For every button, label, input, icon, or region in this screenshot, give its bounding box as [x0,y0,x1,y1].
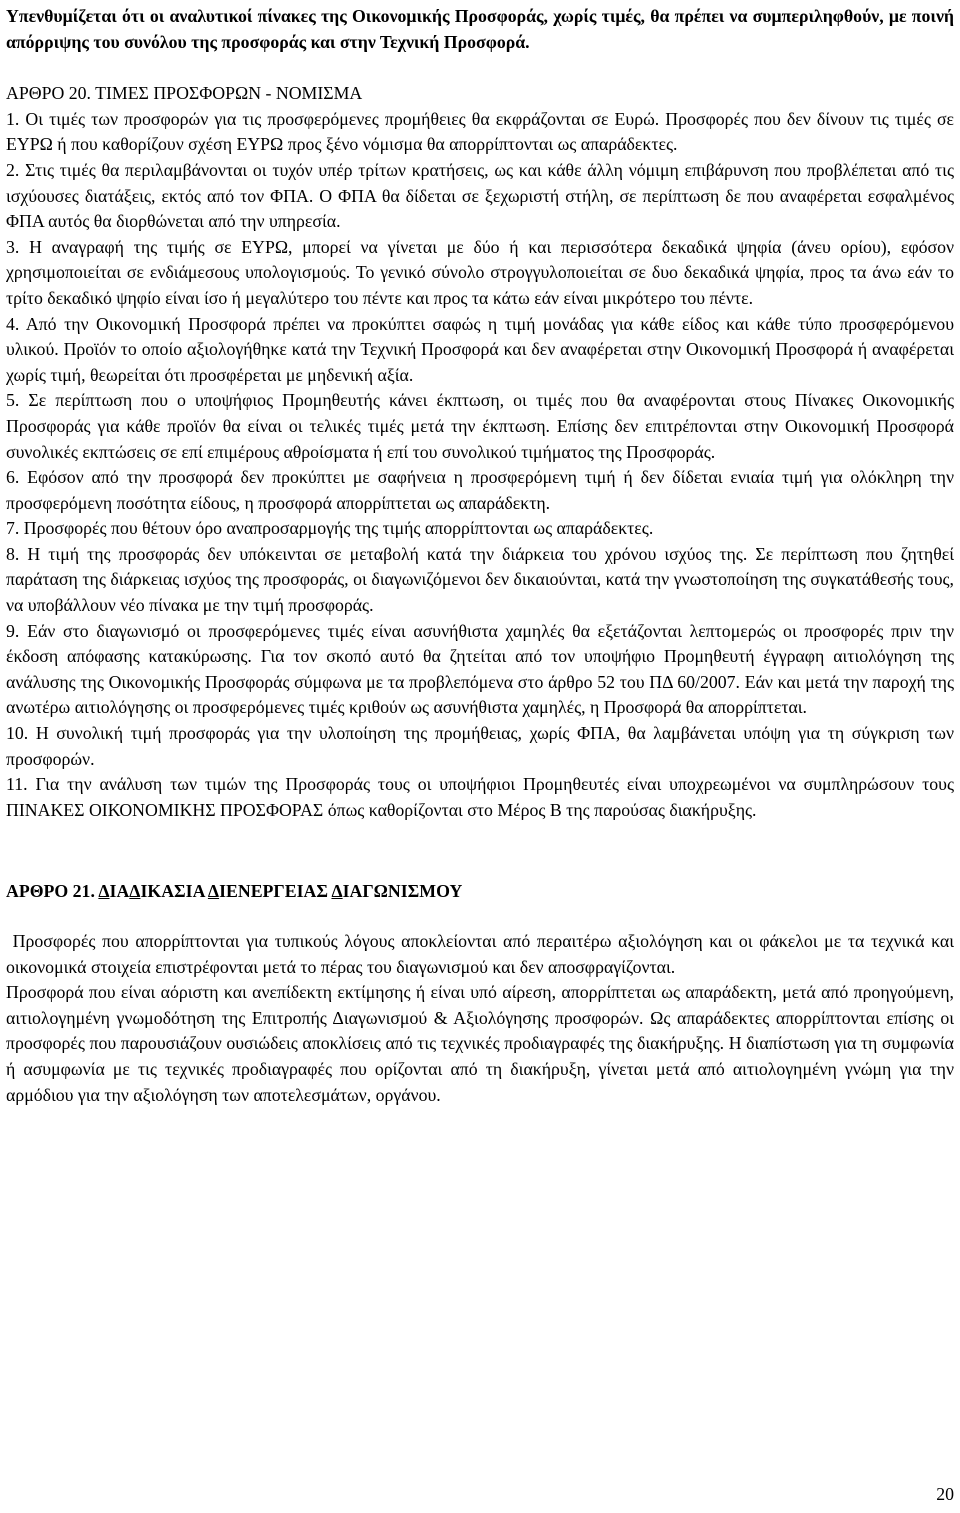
article-21-title-part: ΙΑΓΩΝΙΣΜΟΥ [342,881,463,902]
page-number: 20 [936,1484,954,1504]
article-21 [6,879,954,905]
article-20-item: 8. Η τιμή της προσφοράς δεν υπόκεινται σε μεταβολή κατά την διάρκεια του χρόνου ισχύος της. Σε περίπτωση που ζητηθεί παράταση της διάρκειας ισχύος της προσφοράς, οι διαγωνιζόμενοι δεν δικαιούνται, κατά την γνωστοποίηση της συγκατάθεσής τους, να υποβάλλουν νέο πίνακα με την τιμή προσφοράς. [6,543,954,616]
article-21-title-part: ΙΚΑΣΙΑ [140,881,208,902]
article-20-item: 1. Οι τιμές των προσφορών για τις προσφερόμενες προμήθειες θα εκφράζονται σε Ευρώ. Προσφορές που δεν δίνουν τις τιμές σε ΕΥΡΩ ή που καθορίζουν σχέση ΕΥΡΩ προς ξένο νόμισμα θα απορρίπτονται ως απαράδεκτες. [6,108,954,155]
article-20-item: 4. Από την Οικονομική Προσφορά πρέπει να προκύπτει σαφώς η τιμή μονάδας για κάθε είδος και κάθε τύπο προσφερόμενου υλικού. Προϊόν το οποίο αξιολογήθηκε κατά την Τεχνική Προσφορά και δεν αναφέρεται στην Οικονομική Προσφορά ή αναφέρεται χωρίς τιμή, θεωρείται ότι προσφέρεται με μηδενική αξία. [6,313,954,385]
article-20-item: 10. Η συνολική τιμή προσφοράς για την υλοποίηση της προμήθειας, χωρίς ΦΠΑ, θα λαμβάνεται υπόψη για τη σύγκριση των προσφορών. [6,723,954,769]
article-21-title-part: Δ [331,881,343,902]
article-20-item: 5. Σε περίπτωση που ο υποψήφιος Προμηθευτής κάνει έκπτωση, οι τιμές που θα αναφέρονται στους Πίνακες Οικονομικής Προσφοράς για κάθε προϊόν θα είναι οι τελικές τιμές μετά την έκπτωση. Επίσης δεν επιτρέπονται στην Οικονομική Προσφορά συνολικές εκπτώσεις σε επί επιμέρους αθροίσματα ή επί του συνολικού τιμήματος της Προσφοράς. [6,390,954,462]
article-21-title-prefix: ΑΡΘΡΟ 21. [6,881,99,902]
article-21-title-part: ΙΕΝΕΡΓΕΙΑΣ [219,881,332,902]
article-20-item: 6. Εφόσον από την προσφορά δεν προκύπτει με σαφήνεια η προσφερόμενη τιμή ή δεν δίδεται ενιαία τιμή για ολόκληρη την προσφερόμενη ποσότητα είδους, η προσφορά απορρίπτεται ως απαράδεκτη. [6,467,954,513]
article-20-item: 7. Προσφορές που θέτουν όρο αναπροσαρμογής της τιμής απορρίπτονται ως απαράδεκτες. [6,518,654,539]
article-21-paragraph: Προσφορά που είναι αόριστη και ανεπίδεκτη εκτίμησης ή είναι υπό αίρεση, απορρίπτεται ως απαράδεκτη, μετά από προηγούμενη, αιτιολογημένη γνωμοδότηση της Επιτροπής Διαγωνισμού & Αξιολόγησης προσφορών. Ως απαράδεκτες απορρίπτονται επίσης οι προσφορές που παρουσιάζουν ουσιώδεις αποκλίσεις από τις τεχνικές προδιαγραφές της διακήρυξης. Η διαπίστωση για τη συμφωνία ή ασυμφωνία με τις τεχνικές προδιαγραφές που ορίζονται από τη διακήρυξη, γίνεται μετά από αιτιολογημένη γνώμη για την αρμόδιου για την αξιολόγηση των αποτελεσμάτων, οργάνου. [6,982,954,1105]
intro-paragraph: Υπενθυμίζεται ότι οι αναλυτικοί πίνακες της Οικονομικής Προσφοράς, χωρίς τιμές, θα πρέπει να συμπεριληφθούν, με ποινή απόρριψης του συνόλου της προσφοράς και στην Τεχνική Προσφορά. [6,6,954,52]
article-21-title-part: ΙΑ [109,881,130,902]
article-21-title-part: Δ [98,881,110,902]
article-20-item: 2. Στις τιμές θα περιλαμβάνονται οι τυχόν υπέρ τρίτων κρατήσεις, ως και κάθε άλλη νόμιμη επιβάρυνση που προβλέπεται από τις ισχύουσες διατάξεις, εκτός από τον ΦΠΑ. Ο ΦΠΑ θα δίδεται σε ξεχωριστή στήλη, σε περίπτωση δε που αναφέρεται εσφαλμένος ΦΠΑ αυτός θα διορθώνεται από την υπηρεσία. [6,159,954,232]
article-20-item: 9. Εάν στο διαγωνισμό οι προσφερόμενες τιμές είναι ασυνήθιστα χαμηλές θα εξετάζονται λεπτομερώς οι προσφορές πριν την έκδοση απόφασης κατακύρωσης. Για τον σκοπό αυτό θα ζητείται από τον υποψήφιο Προμηθευτή έγγραφη αιτιολόγηση της ανάλυσης της Οικονομικής Προσφοράς σύμφωνα με τα προβλεπόμενα στο άρθρο 52 του ΠΔ 60/2007. Εάν και μετά την παροχή της ανωτέρω αιτιολόγησης οι προσφερόμενες τιμές κριθούν ως ασυνήθιστα χαμηλές, η Προσφορά θα απορρίπτεται. [6,620,954,718]
article-21-title-part: Δ [129,881,141,902]
spacer [6,905,954,929]
article-20-item: 11. Για την ανάλυση των τιμών της Προσφοράς τους οι υποψήφιοι Προμηθευτές είναι υποχρεωμένοι να συμπληρώσουν τους ΠΙΝΑΚΕΣ ΟΙΚΟΝΟΜΙΚΗΣ ΠΡΟΣΦΟΡΑΣ όπως καθορίζονται στο Μέρος Β της παρούσας διακήρυξης. [6,774,954,820]
article-20-item: 3. Η αναγραφή της τιμής σε ΕΥΡΩ, μπορεί να γίνεται με δύο ή και περισσότερα δεκαδικά ψηφία (άνευ ορίου), εφόσον χρησιμοποιείται σε ενδιάμεσους υπολογισμούς. Το γενικό σύνολο στρογγυλοποιείται σε δυο δεκαδικά ψηφία, προς τα άνω εάν το τρίτο δεκαδικό ψηφίο είναι ίσο ή μεγαλύτερο του πέντε και προς τα κάτω εάν είναι μικρότερο του πέντε. [6,236,954,308]
article-20 [6,81,954,823]
article-20-title: ΑΡΘΡΟ 20. ΤΙΜΕΣ ΠΡΟΣΦΟΡΩΝ - ΝΟΜΙΣΜΑ [6,83,363,104]
article-21-title-part: Δ [207,881,220,902]
article-21-title [6,879,954,905]
article-21-paragraph: Προσφορές που απορρίπτονται για τυπικούς λόγους αποκλείονται από περαιτέρω αξιολόγηση και οι φάκελοι με τα τεχνικά και οικονομικά στοιχεία επιστρέφονται μετά το πέρας του διαγωνισμού και δεν αποσφραγίζονται. [6,931,959,977]
